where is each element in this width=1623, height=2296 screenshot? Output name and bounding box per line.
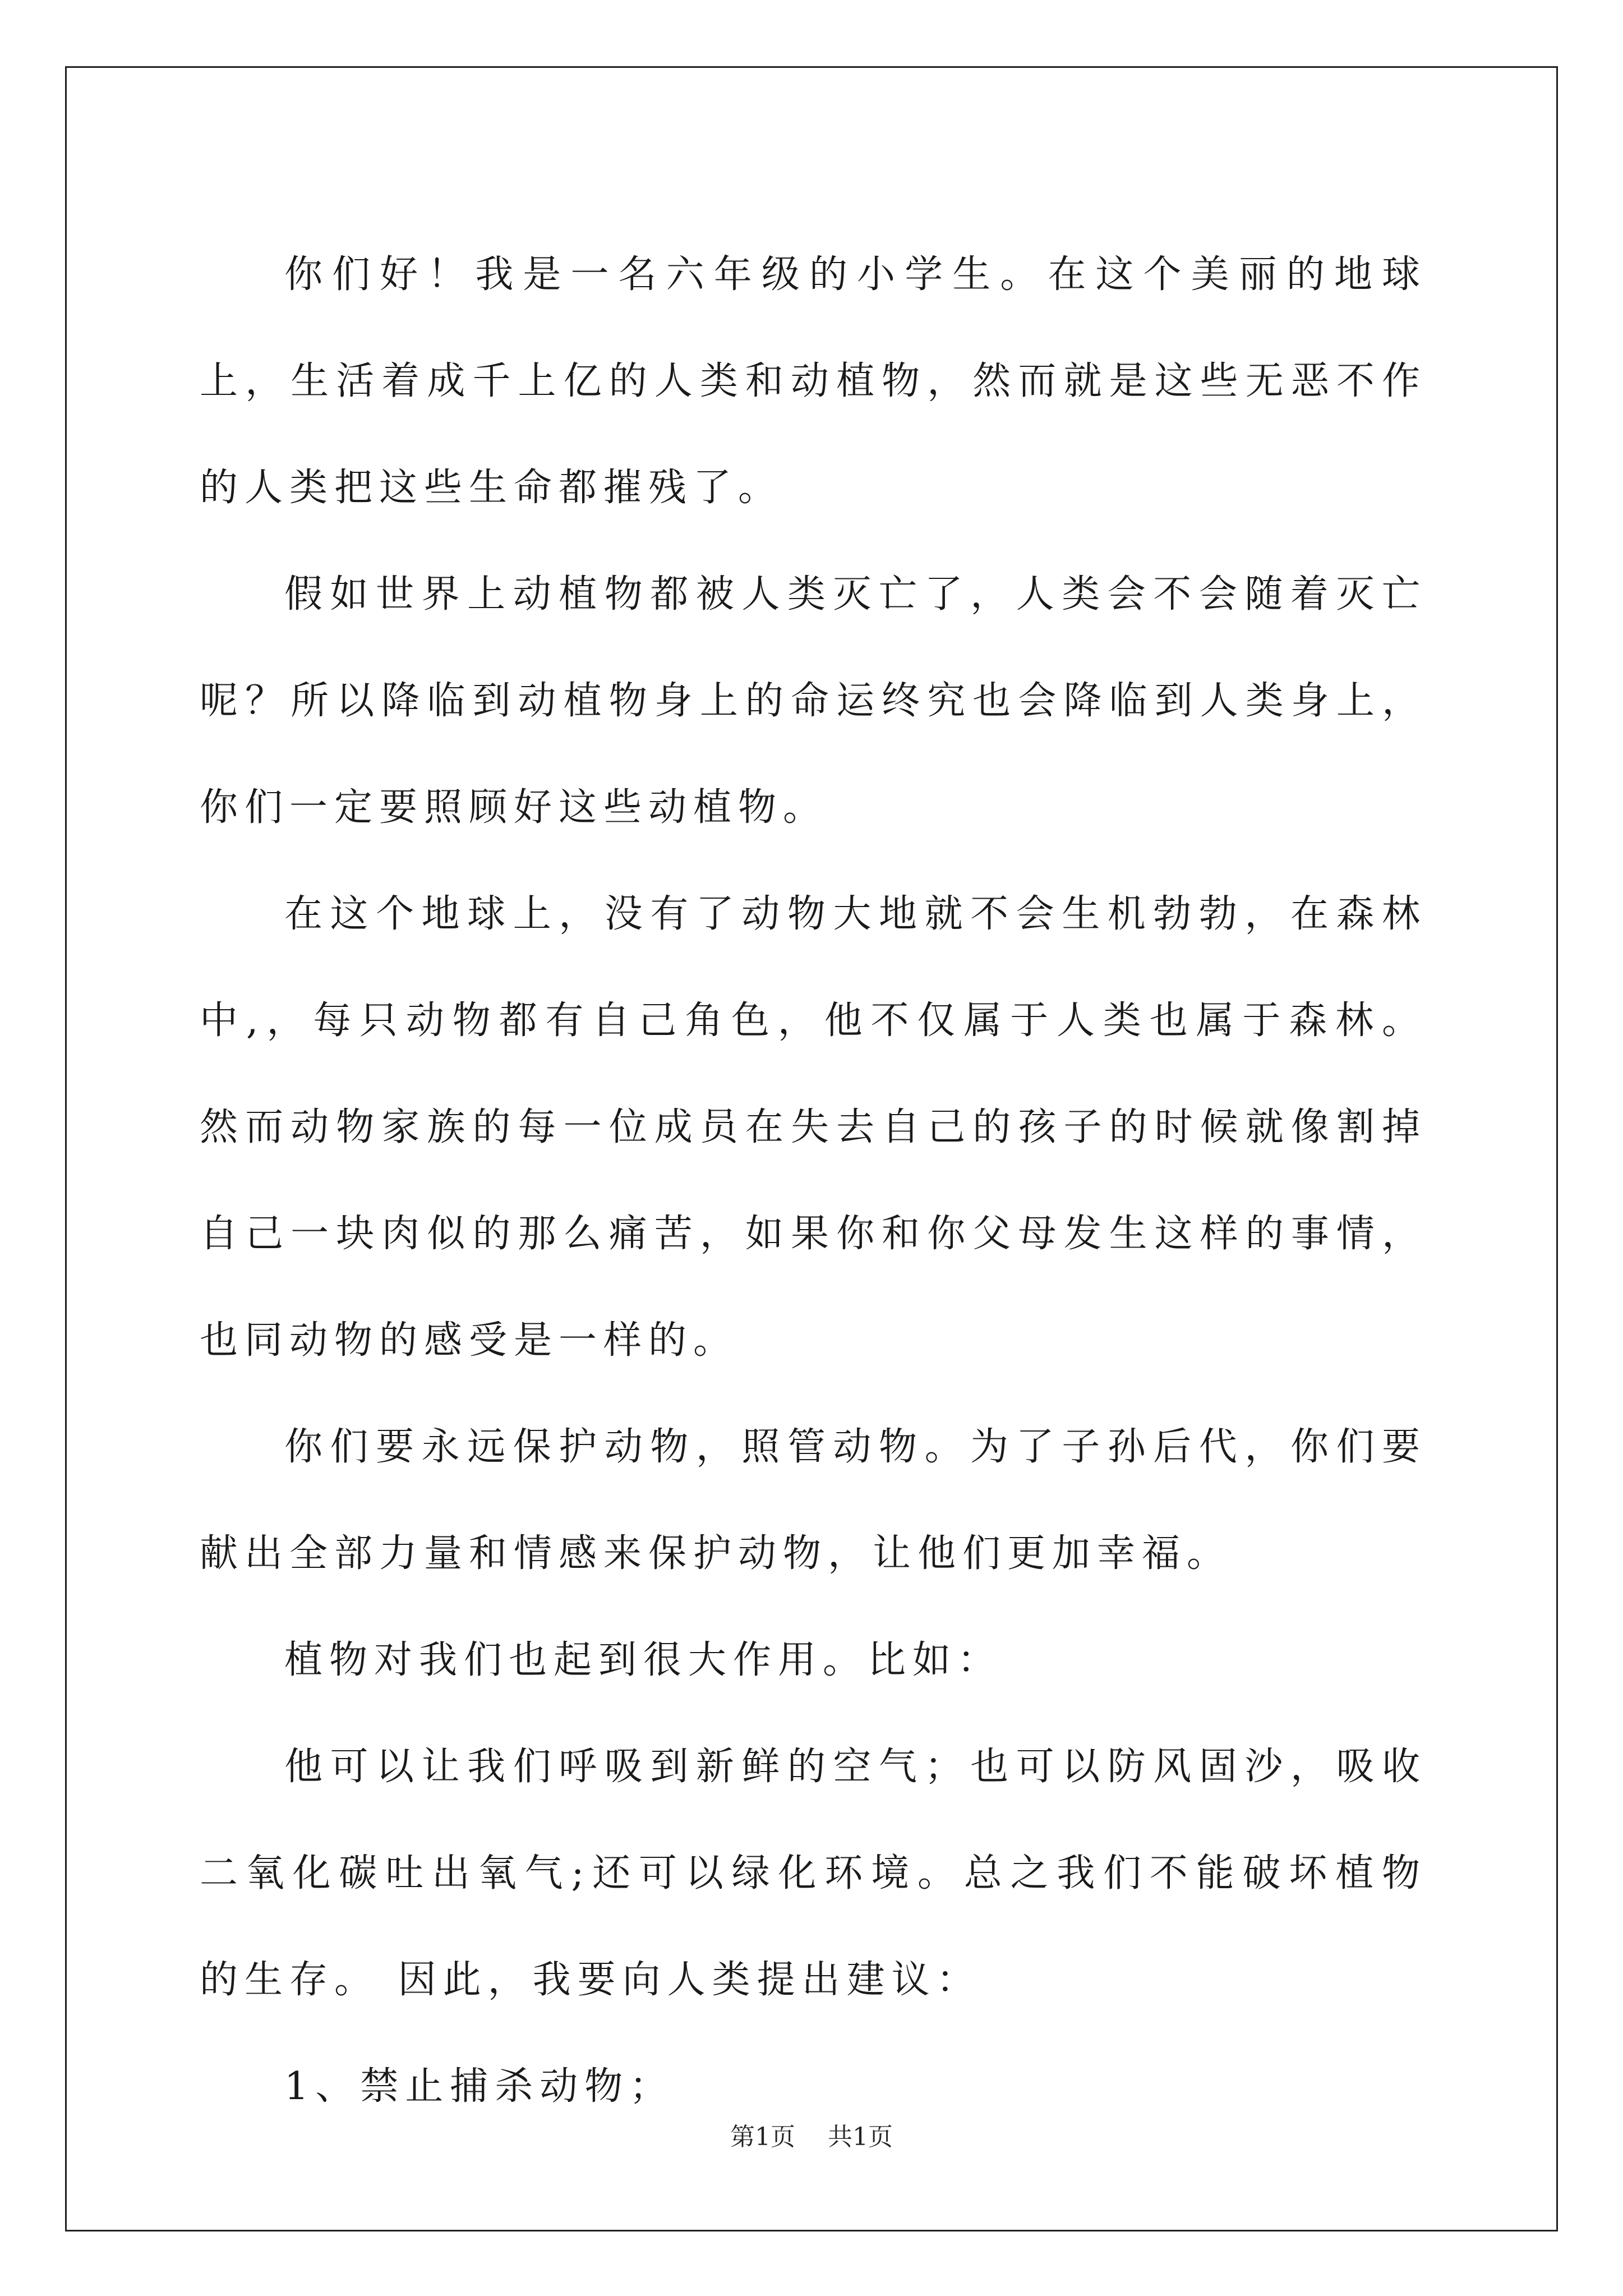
page-number-current: 第1页 — [730, 2123, 795, 2151]
paragraph-2: 假如世界上动植物都被人类灭亡了，人类会不会随着灭亡呢？所以降临到动植物身上的命运终究也会降临到人类身上，你们一定要照顾好这些动植物。 — [200, 572, 1427, 830]
paragraph-4: 你们要永远保护动物，照管动物。为了子孙后代，你们要献出全部力量和情感来保护动物，让他们更加幸福。 — [200, 1425, 1427, 1576]
paragraph-3: 在这个地球上，没有了动物大地就不会生机勃勃，在森林中,，每只动物都有自己角色，他不仅属于人类也属于森林。然而动物家族的每一位成员在失去自己的孩子的时候就像割掉自己一块肉似的那么痛苦，如果你和你父母发生这样的事情，也同动物的感受是一样的。 — [200, 892, 1427, 1363]
paragraph-6: 他可以让我们呼吸到新鲜的空气；也可以防风固沙，吸收二氧化碳吐出氧气;还可以绿化环境。总之我们不能破坏植物的生存。 因此，我要向人类提出建议： — [200, 1745, 1427, 2002]
document-body — [200, 222, 1427, 2140]
page-number-total: 共1页 — [828, 2123, 893, 2151]
page-footer — [0, 2120, 1623, 2154]
paragraph-7: 1、禁止捕杀动物； — [284, 2064, 675, 2109]
paragraph-1: 你们好！我是一名六年级的小学生。在这个美丽的地球上，生活着成千上亿的人类和动植物，然而就是这些无恶不作的人类把这些生命都摧残了。 — [200, 252, 1427, 510]
paragraph-5: 植物对我们也起到很大作用。比如： — [284, 1638, 1003, 1682]
